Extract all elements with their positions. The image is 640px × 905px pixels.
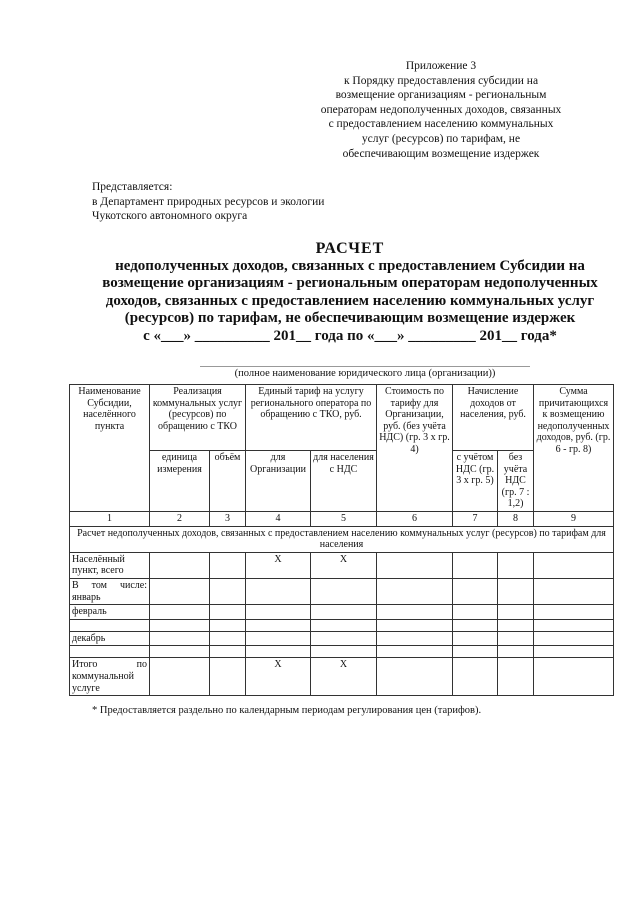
cell — [498, 552, 534, 578]
table-row — [70, 578, 614, 604]
header-tariff: Единый тариф на услугу регионального оператора по обращению с ТКО, руб. — [246, 385, 377, 451]
cell — [377, 619, 453, 631]
cell-tariff-pop: Х — [311, 658, 377, 696]
table-row — [70, 631, 614, 646]
cell — [377, 552, 453, 578]
cell — [311, 578, 377, 604]
appendix-line: операторам недополученных доходов, связанных — [320, 103, 562, 116]
cell — [377, 658, 453, 696]
cell-tariff-pop: Х — [311, 552, 377, 578]
org-name-line — [200, 366, 530, 367]
cell — [453, 605, 498, 620]
subheader-without-vat: без учёта НДС (гр. 7 : 1,2) — [498, 451, 534, 512]
cell — [377, 605, 453, 620]
cell — [150, 658, 210, 696]
cell — [377, 646, 453, 658]
row-name: декабрь — [70, 631, 150, 646]
subheader-population: для населения с НДС — [311, 451, 377, 512]
header-name: Наименование Субсидии, населённого пункта — [70, 385, 150, 512]
row-name: В том числе: январь — [70, 578, 150, 604]
calculation-table — [69, 384, 614, 696]
table-row-total — [70, 658, 614, 696]
cell — [150, 646, 210, 658]
row-name-total: Итого по коммунальной услуге — [70, 658, 150, 696]
cell — [311, 631, 377, 646]
cell — [311, 619, 377, 631]
header-cost: Стоимость по тарифу для Организации, руб. (без учёта НДС) (гр. 3 х гр. 4) — [377, 385, 453, 512]
col-number: 3 — [210, 511, 246, 526]
cell — [150, 605, 210, 620]
cell — [210, 578, 246, 604]
cell — [246, 605, 311, 620]
submit-line: Представляется: — [92, 181, 173, 193]
cell — [377, 631, 453, 646]
title-line: недополученных доходов, связанных с предоставлением Субсидии на — [115, 257, 585, 274]
cell — [150, 619, 210, 631]
appendix-line: услуг (ресурсов) по тарифам, не — [361, 132, 521, 145]
cell — [534, 578, 614, 604]
cell — [210, 619, 246, 631]
subheader-unit: единица измерения — [150, 451, 210, 512]
col-number: 7 — [453, 511, 498, 526]
cell — [534, 646, 614, 658]
row-name — [70, 619, 150, 631]
col-number: 9 — [534, 511, 614, 526]
cell — [453, 619, 498, 631]
table-row — [70, 646, 614, 658]
cell — [453, 631, 498, 646]
column-numbers-row — [70, 511, 614, 526]
appendix-note — [300, 59, 582, 161]
cell — [311, 605, 377, 620]
cell — [377, 578, 453, 604]
cell — [210, 631, 246, 646]
col-number: 1 — [70, 511, 150, 526]
org-name-caption: (полное наименование юридического лица (организации)) — [234, 368, 496, 379]
cell — [246, 619, 311, 631]
cell-tariff-org: Х — [246, 658, 311, 696]
cell — [246, 646, 311, 658]
cell — [246, 631, 311, 646]
col-number: 5 — [311, 511, 377, 526]
cell — [150, 578, 210, 604]
cell — [534, 552, 614, 578]
cell — [453, 552, 498, 578]
appendix-line: обеспечивающим возмещение издержек — [342, 147, 540, 160]
appendix-line: Приложение 3 — [405, 60, 477, 72]
title-head: РАСЧЕТ — [315, 240, 385, 257]
submit-line: Чукотского автономного округа — [92, 210, 248, 223]
footnote: * Предоставляется раздельно по календарным периодам регулирования цен (тарифов). — [92, 705, 482, 716]
appendix-line: к Порядку предоставления субсидии на — [343, 74, 539, 87]
cell — [498, 646, 534, 658]
cell — [311, 646, 377, 658]
cell — [210, 658, 246, 696]
cell — [498, 631, 534, 646]
cell — [534, 605, 614, 620]
cell — [498, 619, 534, 631]
cell — [150, 631, 210, 646]
cell — [210, 552, 246, 578]
appendix-line: с предоставлением населению коммунальных — [328, 118, 554, 131]
cell — [498, 658, 534, 696]
cell — [210, 646, 246, 658]
cell — [534, 631, 614, 646]
col-number: 8 — [498, 511, 534, 526]
table-row — [70, 552, 614, 578]
submitted-to — [92, 180, 324, 224]
table-row — [70, 605, 614, 620]
cell — [246, 578, 311, 604]
section-title: Расчет недополученных доходов, связанных с предоставлением населению коммунальных услуг (ресурсов) по тарифам для населения — [70, 526, 614, 552]
cell — [453, 646, 498, 658]
cell — [498, 605, 534, 620]
subheader-volume: объём — [210, 451, 246, 512]
col-number: 2 — [150, 511, 210, 526]
subheader-org: для Организации — [246, 451, 311, 512]
row-name — [70, 646, 150, 658]
cell — [534, 619, 614, 631]
appendix-line: возмещение организациям - региональным — [335, 89, 547, 102]
title-line: (ресурсов) по тарифам, не обеспечивающим возмещение издержек — [124, 310, 576, 326]
cell — [210, 605, 246, 620]
header-compensation: Сумма причитающихся к возмещению недополученных доходов, руб. (гр. 6 - гр. 8) — [534, 385, 614, 512]
col-number: 4 — [246, 511, 311, 526]
cell — [498, 578, 534, 604]
cell-tariff-org: Х — [246, 552, 311, 578]
cell — [150, 552, 210, 578]
document-title — [60, 240, 640, 345]
header-accrual: Начисление доходов от населения, руб. — [453, 385, 534, 451]
title-period-line: с «___» __________ 201__ года по «___» _________ 201__ года* — [143, 327, 557, 344]
table-row — [70, 619, 614, 631]
title-line: возмещение организациям - региональным операторам недополученных — [102, 275, 598, 291]
row-name: февраль — [70, 605, 150, 620]
col-number: 6 — [377, 511, 453, 526]
row-name: Населённый пункт, всего — [70, 552, 150, 578]
cell — [534, 658, 614, 696]
submit-line: в Департамент природных ресурсов и экологии — [92, 195, 325, 208]
header-realization: Реализация коммунальных услуг (ресурсов) по обращению с ТКО — [150, 385, 246, 451]
cell — [453, 578, 498, 604]
subheader-with-vat: с учётом НДС (гр. 3 х гр. 5) — [453, 451, 498, 512]
title-line: доходов, связанных с предоставлением населению коммунальных услуг — [105, 292, 595, 309]
cell — [453, 658, 498, 696]
